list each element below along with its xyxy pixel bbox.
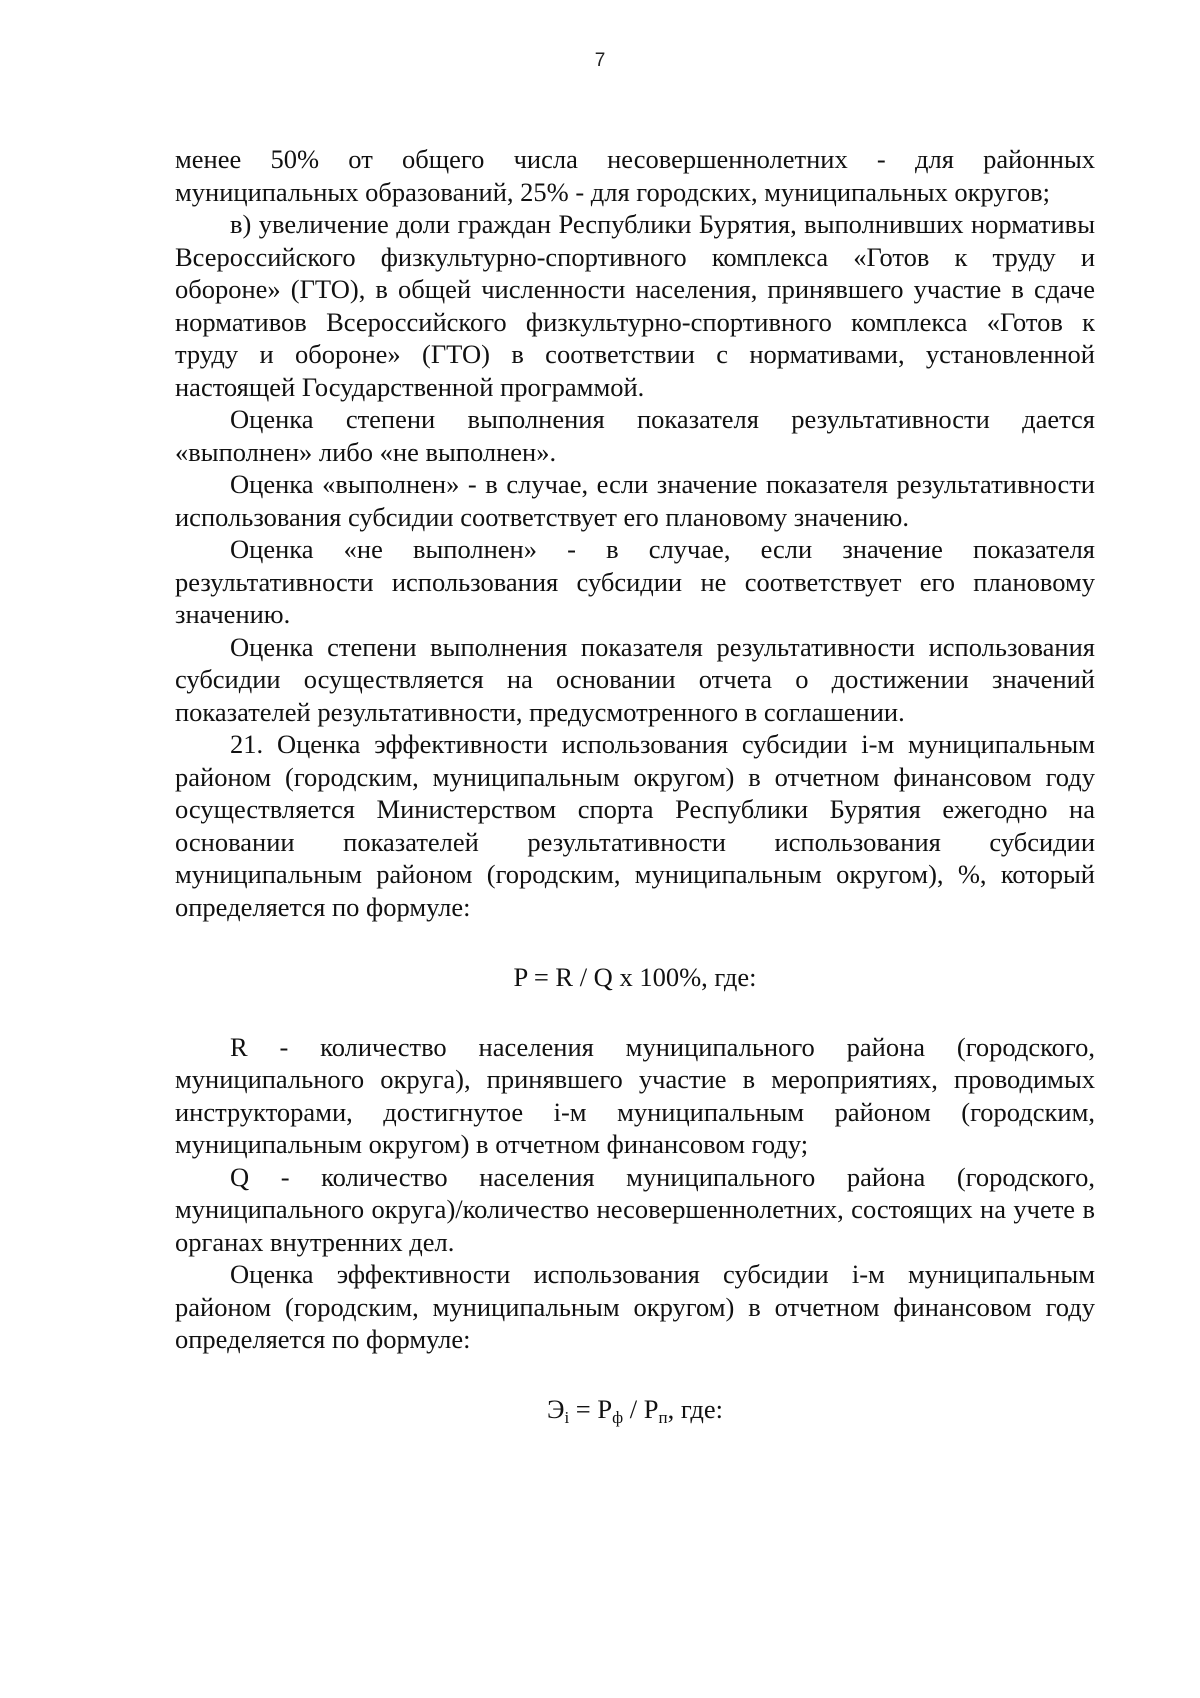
formula-numerator-subscript: ф: [612, 1407, 624, 1427]
formula-denominator: Р: [643, 1393, 659, 1424]
formula-numerator: Р: [597, 1393, 613, 1424]
page-number: 7: [594, 50, 606, 71]
paragraph: Оценка степени выполнения показателя результативности использования субсидии осуществляется на основании отчета о достижении значений показателей результативности, предусмотренного в соглашении.: [175, 631, 1095, 727]
paragraph: Оценка «выполнен» - в случае, если значение показателя результативности использования субсидии соответствует его плановому значению.: [175, 469, 1095, 532]
paragraph: Оценка эффективности использования субсидии i-м муниципальным районом (городским, муниципальным округом) в отчетном финансовом году определяется по формуле:: [175, 1259, 1095, 1354]
formula-efficiency: [175, 1393, 1095, 1426]
formula-denominator-subscript: п: [658, 1407, 668, 1427]
paragraph: Оценка «не выполнен» - в случае, если значение показателя результативности использования субсидии не соответствует его плановому значению.: [175, 534, 1095, 629]
document-body: [175, 143, 1095, 1425]
paragraph: в) увеличение доли граждан Республики Бурятия, выполнивших нормативы Всероссийского физкультурно-спортивного комплекса «Готов к труду и обороне» (ГТО), в общей численности населения, принявшего участие в сдаче нормативов Всероссийского физкультурно-спортивного комплекса «Готов к труду и обороне» (ГТО) в соответствии с нормативами, установленной настоящей Государственной программой.: [175, 209, 1095, 402]
formula-tail: , где:: [667, 1393, 724, 1424]
formula-divide: /: [623, 1393, 644, 1424]
paragraph: 21. Оценка эффективности использования субсидии i-м муниципальным районом (городским, муниципальным округом) в отчетном финансовом году осуществляется Министерством спорта Республики Бурятия ежегодно на основании показателей результативности использования субсидии муниципальным районом (городским, муниципальным округом), %, который определяется по формуле:: [175, 729, 1095, 922]
formula-lhs: Э: [546, 1393, 565, 1424]
paragraph: менее 50% от общего числа несовершеннолетних - для районных муниципальных образований, 25% - для городских, муниципальных округов;: [175, 144, 1095, 207]
paragraph: Q - количество населения муниципального района (городского, муниципального округа)/количество несовершеннолетних, состоящих на учете в органах внутренних дел.: [175, 1161, 1095, 1257]
formula-lhs-subscript: i: [564, 1407, 570, 1427]
paragraph: Оценка степени выполнения показателя результативности дается «выполнен» либо «не выполнен».: [175, 404, 1095, 467]
paragraph: R - количество населения муниципального района (городского, муниципального округа), принявшего участие в мероприятиях, проводимых инструкторами, достигнутое i-м муниципальным районом (городским, муниципальным округом) в отчетном финансовом году;: [175, 1031, 1095, 1159]
formula-equals: =: [569, 1393, 598, 1424]
formula-performance: P = R / Q x 100%, где:: [513, 962, 757, 992]
